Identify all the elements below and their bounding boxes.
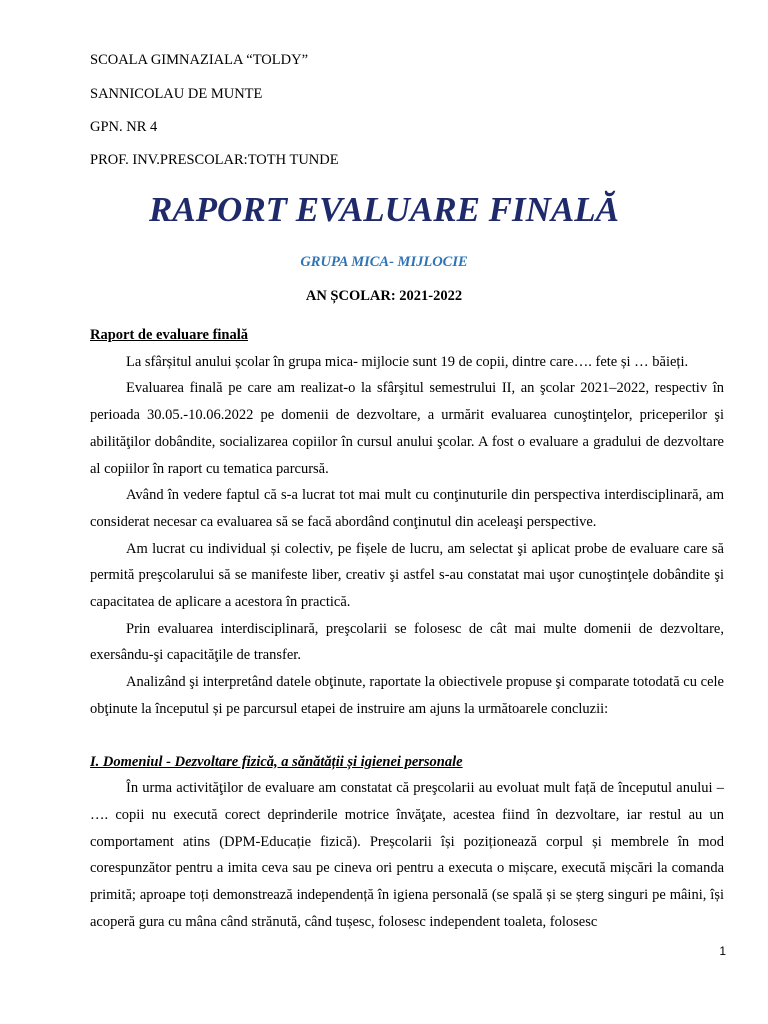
paragraph: Având în vedere faptul că s-a lucrat tot mai mult cu conţinuturile din perspectiva interdisciplinară, am considerat necesar ca evaluarea să se facă abordând conţinutul din aceleaşi perspective. bbox=[90, 487, 724, 530]
paragraph: Prin evaluarea interdisciplinară, preşcolarii se folosesc de cât mai multe domenii de dezvoltare, exersându-şi capacităţile de transfer. bbox=[90, 620, 724, 664]
page-number: 1 bbox=[719, 944, 726, 958]
paragraph: Analizând şi interpretând datele obţinute, raportate la obiectivele propuse şi comparate totodată cu cele obţinute la începutul și pe parcursul etapei de instruire am ajuns la următoarele concluzii: bbox=[90, 674, 724, 717]
group-subtitle: GRUPA MICA- MIJLOCIE bbox=[300, 254, 468, 270]
section-heading: Raport de evaluare finală bbox=[90, 327, 249, 343]
report-body bbox=[90, 322, 724, 935]
school-year: AN ȘCOLAR: 2021-2022 bbox=[305, 288, 463, 304]
paragraph: Evaluarea finală pe care am realizat-o la sfârşitul semestrului II, an şcolar 2021–2022, respectiv în perioada 30.05.-10.06.2022 pe domenii de dezvoltare, a urmărit evaluarea cunoştinţelor, priceperilor şi abilităţilor dobândite, socializarea copiilor în cursul anului şcolar. A fost o evaluare a gradului de dezvoltare al copiilor în raport cu tematica parcursă. bbox=[90, 380, 724, 477]
teacher-name: PROF. INV.PRESCOLAR:TOTH TUNDE bbox=[90, 152, 339, 168]
domain-heading: I. Domeniul - Dezvoltare fizică, a sănătății și igienei personale bbox=[90, 753, 463, 770]
locality: SANNICOLAU DE MUNTE bbox=[90, 86, 263, 102]
paragraph: Am lucrat cu individual și colectiv, pe fișele de lucru, am selectat şi aplicat probe de evaluare care să permită preşcolarului să se manifeste liber, creativ şi astfel s-au constatat mai uşor cunoştinţele dobândite şi capacitatea de aplicare a acestora în practică. bbox=[90, 540, 724, 611]
paragraph: La sfârșitul anului școlar în grupa mica- mijlocie sunt 19 de copii, dintre care…. fete și … băieți. bbox=[126, 353, 689, 370]
document-title: RAPORT EVALUARE FINALĂ bbox=[148, 190, 619, 229]
domain-paragraph: În urma activităţilor de evaluare am constatat că preşcolarii au evoluat mult față de începutul anului – …. copii nu execută corect deprinderile motrice învăţate, acestea fiind în dezvoltare, iar restul au un comportament atins (DPM-Educație fizică). Preșcolarii își poziționează corpul și membrele în mod corespunzător pentru a imita ceva sau pe cineva ori pentru a executa o mișcare, execută mișcări la comanda primită; aproape toți demonstrează independență în igiena personală (se spală și se șterg singuri pe mâini, își acoperă gura cu mâna când strănută, când tușesc, folosesc independent toaleta, folosesc bbox=[90, 780, 724, 930]
group-number: GPN. NR 4 bbox=[90, 119, 158, 135]
school-name: SCOALA GIMNAZIALA “TOLDY” bbox=[90, 52, 309, 68]
